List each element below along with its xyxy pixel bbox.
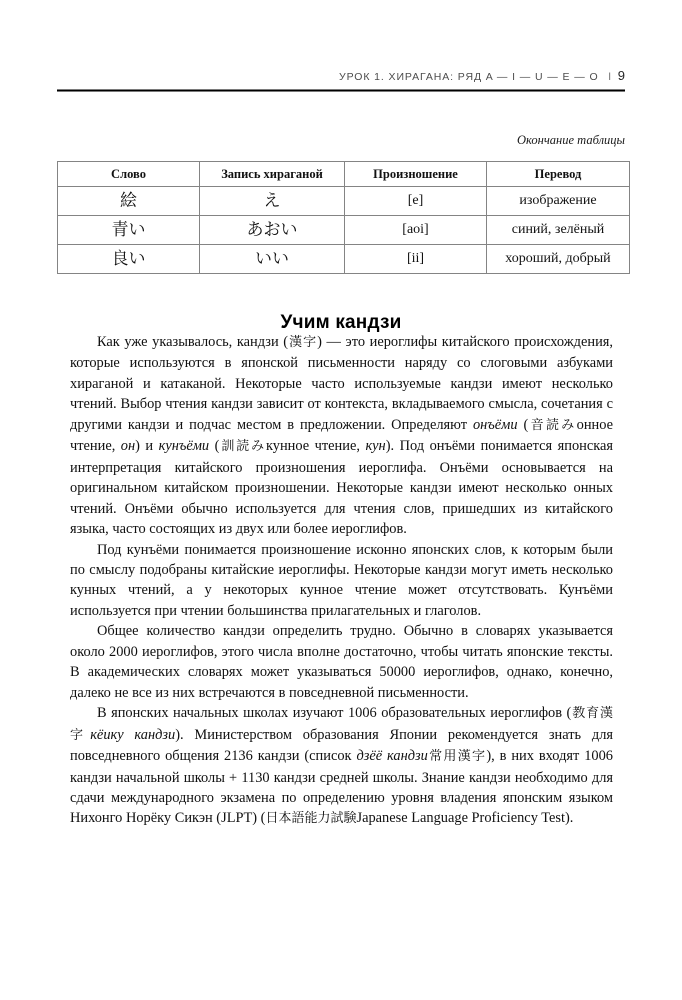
p1-kanji-kunyomi: 訓読み — [219, 439, 266, 455]
cell-word: 絵 — [58, 187, 200, 216]
body-text — [70, 332, 613, 830]
p1-part-c: ( — [517, 416, 529, 433]
cell-pronunciation: [ii] — [345, 245, 487, 274]
p1-term-on: он — [120, 438, 136, 455]
paragraph-4 — [70, 703, 613, 830]
paragraph-2: Под кунъёми понимается произношение исконно японских слов, к которым были по смыслу подобраны китайские иероглифы. Некоторые кандзи могут иметь несколько кунных чтений, а у некоторых кунное чтение может отсутствовать. Кунъёми используется при чтении большинства прилагательных и глаголов. — [70, 541, 613, 619]
cell-word: 良い — [58, 245, 200, 274]
cell-hiragana: え — [200, 187, 345, 216]
p1-kanji-onyomi: 音読み — [528, 417, 577, 433]
p1-part-f: ( — [209, 438, 220, 455]
p1-term-onyomi: онъёми — [472, 416, 518, 433]
cell-word: 青い — [58, 216, 200, 245]
table-header-pronunciation: Произношение — [345, 162, 487, 187]
table-row — [58, 216, 630, 245]
p4-part-b: ). Министерством образования Японии рекомендуется знать для повседневного общения 2136 кандзи (список — [70, 726, 613, 765]
table-row — [58, 187, 630, 216]
cell-hiragana: あおい — [200, 216, 345, 245]
p1-kanji-kanji: 漢字 — [288, 335, 318, 350]
p1-part-a: Как уже указывалось, кандзи ( — [97, 334, 289, 350]
table-row — [58, 245, 630, 274]
cell-translation: хороший, добрый — [487, 245, 630, 274]
running-head-title: УРОК 1. ХИРАГАНА: РЯД A — I — U — E — O — [339, 71, 599, 83]
cell-translation: синий, зелёный — [487, 216, 630, 245]
running-head-separator: l — [608, 71, 612, 83]
table-header-word: Слово — [58, 162, 200, 187]
vocabulary-table — [57, 161, 630, 274]
page-number: 9 — [617, 68, 625, 83]
section-heading: Учим кандзи — [280, 311, 402, 333]
p1-part-b: ) — это иероглифы китайского происхождения, которые используются в японской письменности наряду со слоговыми азбуками хираганой и катаканой. Некоторые часто используемые кандзи имеют несколько чтений. Выбор чтения кандзи зависит от контекста, вкладываемого смысла, сочетания с другими кандзи и подчас местом в предложении. Определяют — [70, 334, 613, 433]
paragraph-1 — [70, 332, 613, 540]
p1-part-h: ). Под онъёми понимается японская интерпретация китайского произношения иероглифа. Онъёми основывается на оригинальном китайском произношении. Некоторые кандзи имеют несколько онных чтений. Онъёми обычно используется для чтения слов, пришедших из китайского языка, часто состоящих из двух или более иероглифов. — [70, 438, 614, 538]
p4-part-c: ), в них входят 1006 кандзи начальной школы + 1130 кандзи средней школы. Знание кандзи необходимо для сдачи международного экзамена по определению уровня владения японским языком Нихонго Норёку Сикэн (JLPT) ( — [70, 748, 613, 827]
cell-translation: изображение — [487, 187, 630, 216]
p4-part-a: В японских начальных школах изучают 1006 образовательных иероглифов ( — [97, 705, 572, 722]
cell-pronunciation: [aoi] — [345, 216, 487, 245]
cell-hiragana: いい — [200, 245, 345, 274]
p4-term-kyoiku-kanji: кёику кандзи — [90, 726, 176, 743]
table-header-row — [58, 162, 630, 187]
running-head — [57, 68, 625, 83]
cell-pronunciation: [e] — [345, 187, 487, 216]
p1-part-g: кунное чтение, — [266, 438, 366, 455]
p4-part-d: Japanese Language Proficiency Test). — [356, 810, 574, 827]
p1-term-kun: кун — [365, 438, 386, 455]
header-rule — [57, 89, 625, 92]
table-header-translation: Перевод — [487, 162, 630, 187]
table-header-hiragana: Запись хираганой — [200, 162, 345, 187]
table-caption: Окончание таблицы — [516, 133, 625, 147]
p1-part-d: онное чтение, — [70, 416, 613, 455]
p4-kanji-joyo: 常用漢字 — [427, 749, 487, 765]
p4-kanji-jlpt: 日本語能力試験 — [265, 811, 357, 827]
p1-term-kunyomi: кунъёми — [158, 438, 210, 455]
paragraph-3: Общее количество кандзи определить трудно. Обычно в словарях указывается около 2000 иероглифов, этого числа вполне достаточно, чтобы читать японские тексты. В академических словарях может указываться 50000 иероглифов, однако, конечно, далеко не все из них встречаются в повседневной письменности. — [70, 623, 613, 701]
p4-kanji-kyoiku: 教育漢字 — [70, 706, 613, 743]
p1-part-e: ) и — [135, 438, 159, 455]
p4-term-joyo-kanji: дзёё кандзи — [356, 748, 428, 765]
